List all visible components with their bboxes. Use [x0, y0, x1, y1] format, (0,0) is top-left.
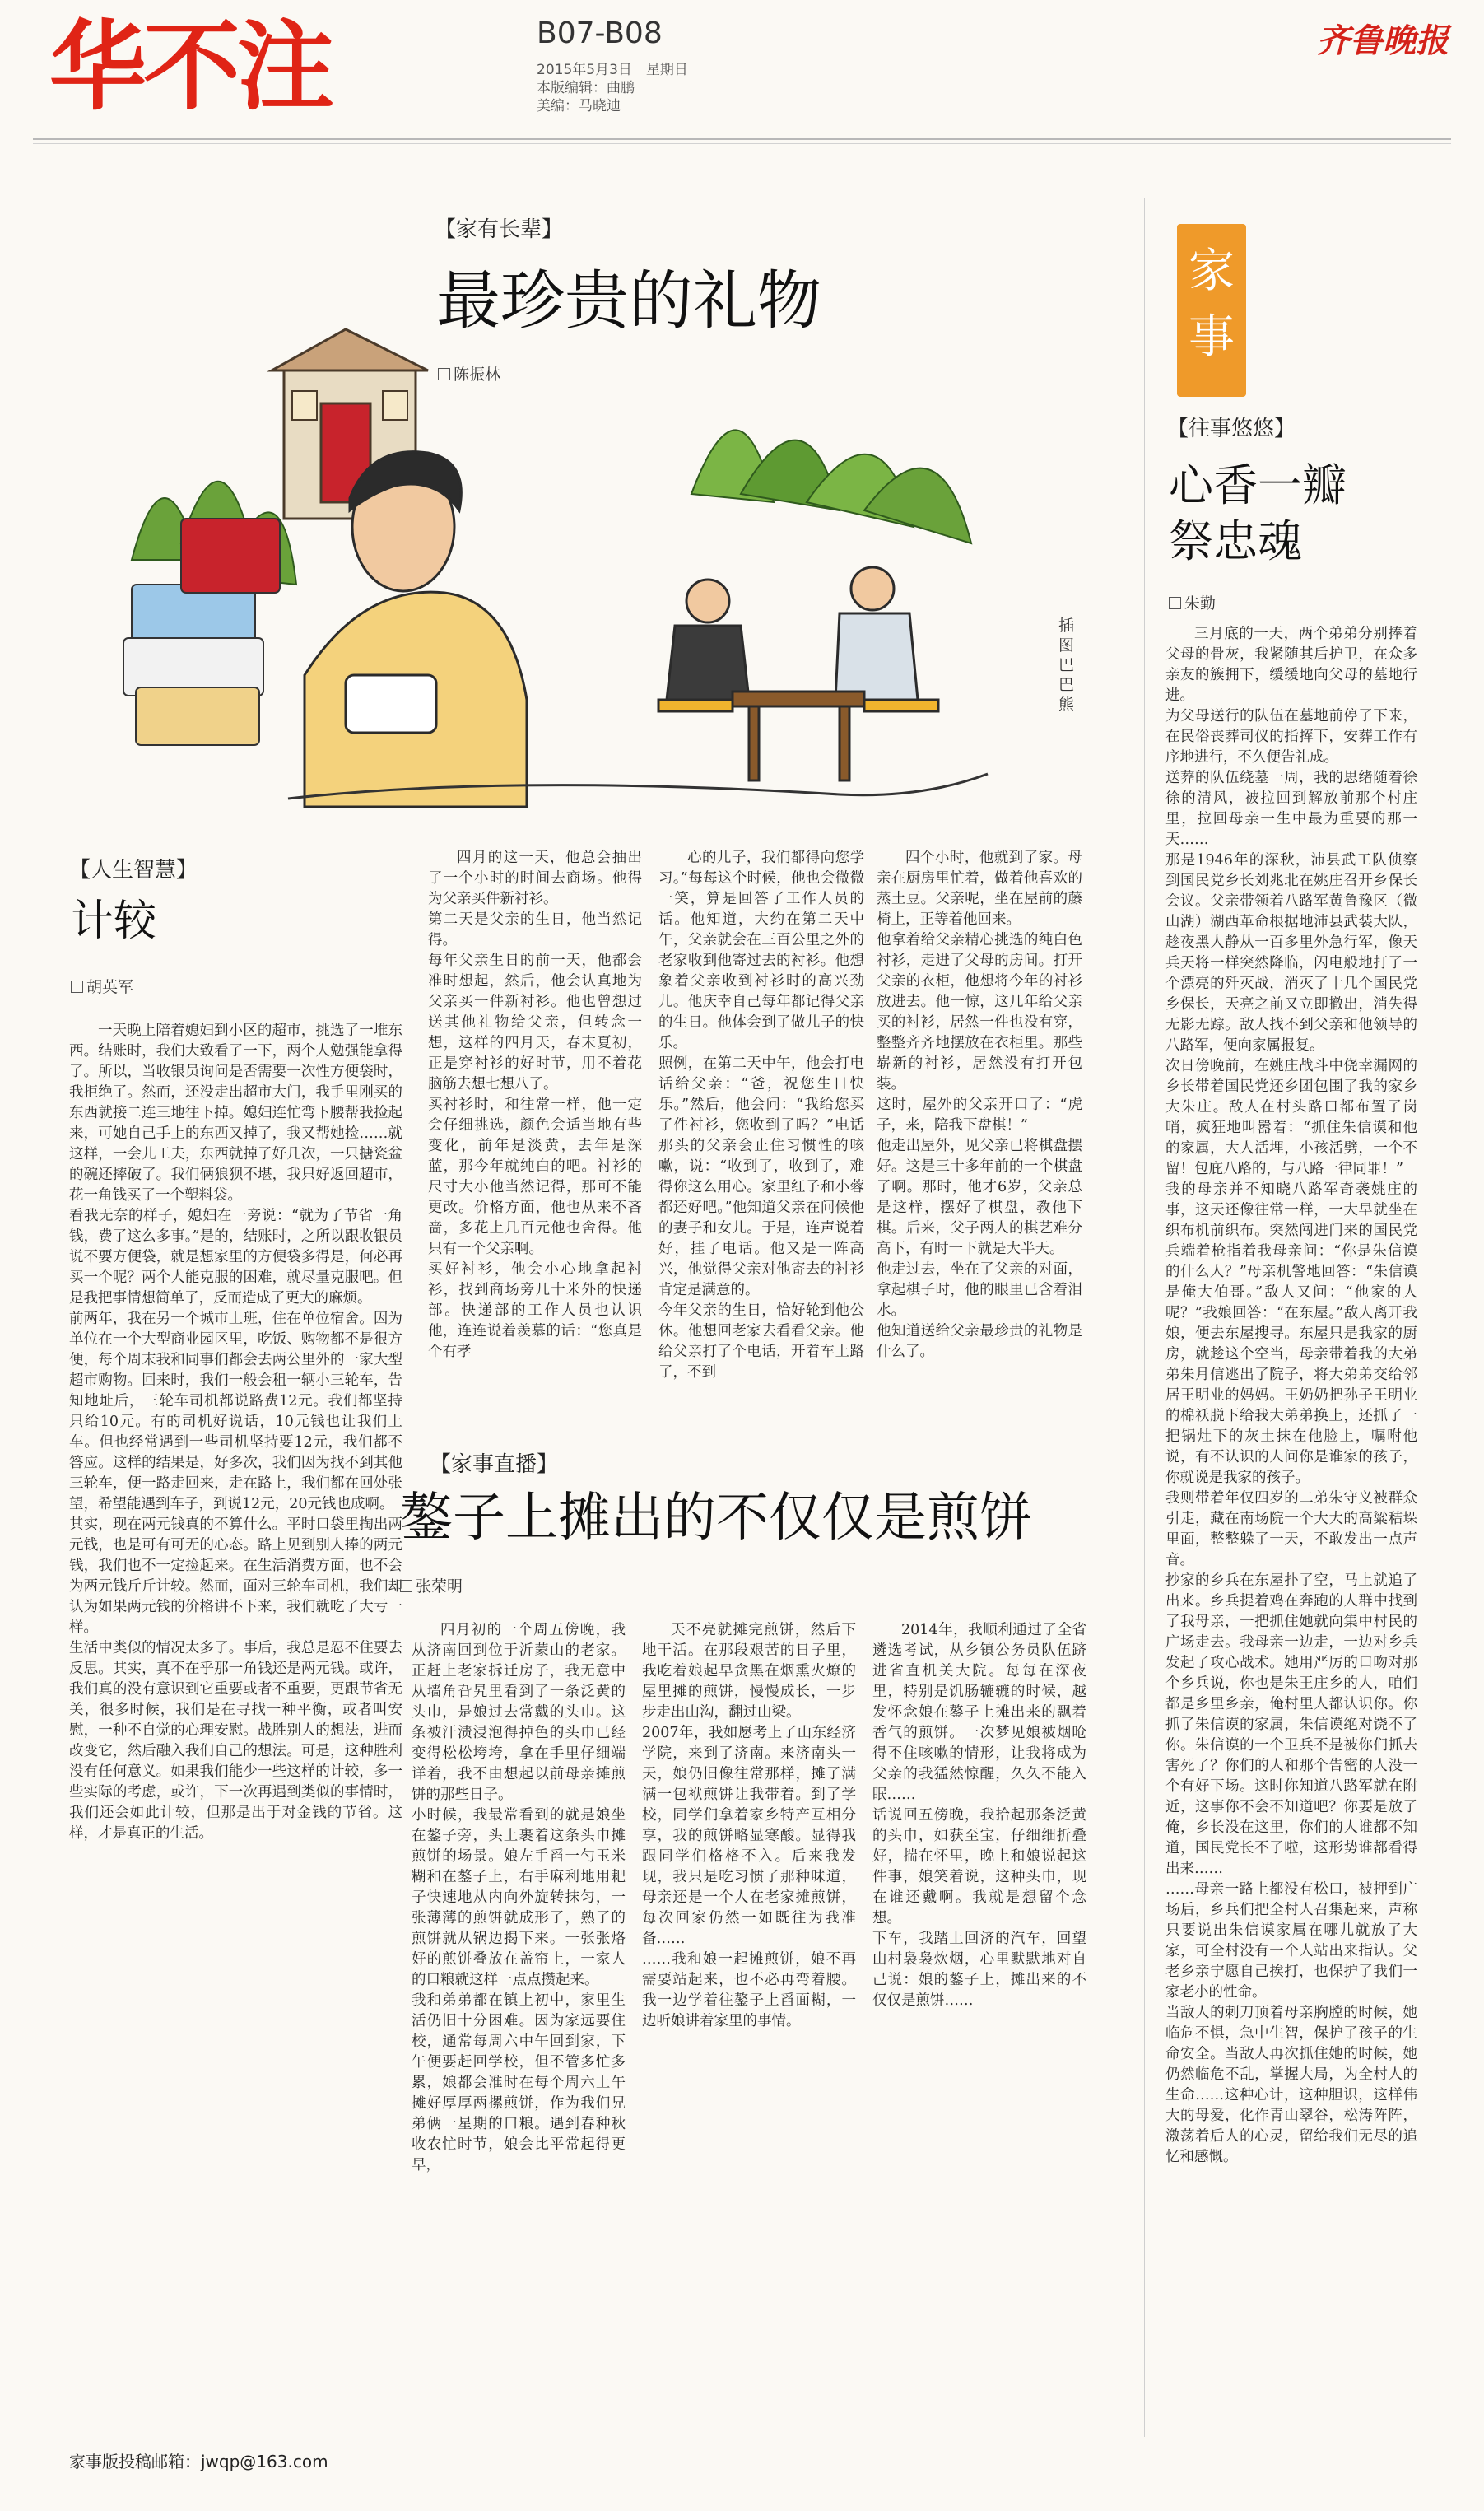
illustration-credit: 插图 巴巴熊	[1058, 617, 1075, 714]
gift-column-2	[658, 848, 864, 1383]
gift-title: 最珍贵的礼物	[436, 264, 822, 338]
submission-email: 家事版投稿邮箱：jwqp@163.com	[69, 2452, 328, 2471]
masthead-meta	[537, 61, 688, 115]
section-stamp-char-2: 事	[1189, 310, 1235, 364]
xinxiang-title	[1169, 458, 1347, 570]
jianbing-title: 鏊子上摊出的不仅仅是煎饼	[400, 1488, 1032, 1549]
section-stamp-char-1: 家	[1189, 245, 1235, 298]
jianbing-column-1	[412, 1620, 626, 2176]
date-line: 2015年5月3日 星期日	[537, 62, 688, 78]
gift-column-1-text: 四月的这一天，他总会抽出了一个小时的时间去商场。他得为父亲买件新衬衫。 第二天是父亲的生日，他当然记得。 每年父亲生日的前一天，他都会准时想起，然后，他会认真地为父亲买一件新衬衫。他也曾想过送其他礼物给父亲，但转念一想，这样的四月天，春末夏初，正是穿衬衫的好时节，用不着花脑筋去想七想八了。 买衬衫时，和往常一样，他一定会仔细挑选，颜色会适当地有些变化，前年是淡黄，去年是深蓝，那今年就纯白的吧。衬衫的尺寸大小他当然记得，那可不能更改。价格方面，他也从来不吝啬，多花上几百元他也舍得。他只有一个父亲啊。 买好衬衫，他会小心地拿起衬衫，找到商场旁几十米外的快递部。快递部的工作人员也认识他，连连说着羡慕的话：“您真是个有孝	[428, 850, 642, 1360]
jianbing-column-2	[642, 1620, 856, 2032]
xinxiang-body	[1165, 624, 1417, 2168]
xinxiang-tag: 【往事悠悠】	[1167, 417, 1296, 441]
xinxiang-title-line-2: 祭忠魂	[1169, 515, 1302, 567]
illustration	[99, 313, 1054, 840]
gift-column-3	[877, 848, 1082, 1363]
designer-line: 美编：马晓迪	[537, 98, 621, 114]
jijiao-tag: 【人生智慧】	[69, 858, 198, 883]
jianbing-byline: 张荣明	[400, 1574, 463, 1596]
jianbing-column-1-text: 四月初的一个周五傍晚，我从济南回到位于沂蒙山的老家。正赶上老家拆迁房子，我无意中从墙角旮旯里看到了一条泛黄的头巾，是娘过去常戴的头巾。这条被汗渍浸泡得掉色的头巾已经变得松松垮垮，拿在手里仔细端详着，我不由想起以前母亲摊煎饼的那些日子。 小时候，我最常看到的就是娘坐在鏊子旁，头上裹着这条头巾摊煎饼的场景。娘左手舀一勺玉米糊和在鏊子上，右手麻利地用耙子快速地从内向外旋转抹匀，一张薄薄的煎饼就成形了，熟了的煎饼就从锅边揭下来。一张张烙好的煎饼叠放在盖帘上，一家人的口粮就这样一点点攒起来。 我和弟弟都在镇上初中，家里生活仍旧十分困难。因为家远要住校，通常每周六中午回到家，下午便要赶回学校，但不管多忙多累，娘都会准时在每个周六上午摊好厚厚两摞煎饼，作为我们兄弟俩一星期的口粮。遇到春种秋收农忙时节，娘会比平常起得更早，	[412, 1622, 626, 2173]
gift-column-2-text: 心的儿子，我们都得向您学习。”每每这个时候，他也会微微一笑，算是回答了工作人员的话。他知道，大约在第二天中午，父亲就会在三百公里之外的老家收到他寄过去的衬衫。他想象着父亲收到衬衫时的高兴劲儿。他庆幸自己每年都记得父亲的生日。他体会到了做儿子的快乐。 照例，在第二天中午，他会打电话给父亲：“爸，祝您生日快乐。”然后，他会问：“我给您买了件衬衫，您收到了吗？”电话那头的父亲会止住习惯性的咳嗽，说：“收到了，收到了，难得你这么用心。家里红子和小蓉都还好吧。”他知道父亲在问候他的妻子和女儿。于是，连声说着好，挂了电话。他又是一阵高兴，他觉得父亲对他寄去的衬衫肯定是满意的。 今年父亲的生日，恰好轮到他公休。他想回老家去看看父亲。他给父亲打了个电话，开着车上路了，不到	[658, 850, 864, 1381]
xinxiang-body-text: 三月底的一天，两个弟弟分别捧着父母的骨灰，我紧随其后护卫，在众多亲友的簇拥下，缓缓地向父母的墓地行进。 为父母送行的队伍在墓地前停了下来，在民俗丧葬司仪的指挥下，安葬工作有序地进行，不久便告礼成。 送葬的队伍绕墓一周，我的思绪随着徐徐的清风，被拉回到解放前那个村庄里，拉回母亲一生中最为重要的那一天…… 那是1946年的深秋，沛县武工队侦察到国民党乡长刘兆北在姚庄召开乡保长会议。父亲带领着八路军黄鲁豫区（微山湖）湖西革命根据地沛县武装大队，趁夜黑人静从一百多里外急行军，像天兵天将一样突然降临，闪电般地打了一个漂亮的歼灭战，消灭了十几个国民党乡保长，天亮之前又立即撤出，消失得无影无踪。敌人找不到父亲和他领导的八路军，便向家属报复。 次日傍晚前，在姚庄战斗中侥幸漏网的乡长带着国民党还乡团包围了我的家乡大朱庄。敌人在村头路口都布置了岗哨，疯狂地叫嚣着：“抓住朱信谟和他的家属，大人活埋，小孩活劈，一个不留！包庇八路的，与八路一律同罪！” 我的母亲并不知晓八路军奇袭姚庄的事，这天还像往常一样，一大早就坐在织布机前织布。突然闯进门来的国民党兵端着枪指着我母亲问：“你是朱信谟的什么人？”母亲机警地回答：“朱信谟是俺大伯哥。”敌人又问：“他家的人呢？”我娘回答：“在东屋。”敌人离开我娘，便去东屋搜寻。东屋只是我家的厨房，就趁这个空当，母亲带着我的大弟弟朱月信逃出了院子，将大弟弟交给邻居王明业的妈妈。王奶奶把孙子王明业的棉袄脱下给我大弟弟换上，还抓了一把锅灶下的灰土抹在他脸上，嘱咐他说，有不认识的人问你是谁家的孩子，你就说是我家的孩子。 我则带着年仅四岁的二弟朱守义被群众引走，藏在南场院一个大大的高粱秸垛里面，整整躲了一天，不敢发出一点声音。 抄家的乡兵在东屋扑了空，马上就追了出来。乡兵提着鸡在奔跑的人群中找到了我母亲，一把抓住她就向集中村民的广场走去。我母亲一边走，一边对乡兵发起了攻心战术。她用严厉的口吻对那个乡兵说，你也是朱王庄乡的人，咱们都是乡里乡亲，俺村里人都认识你。你抓了朱信谟的家属，朱信谟绝对饶不了你。朱信谟的一个卫兵不是被你们抓去害死了？你们的人和那个告密的人没一个有好下场。这时你知道八路军就在附近，这事你不会不知道吧？你要是放了俺，乡长没在这里，你们的人谁都不知道，国民党长不了啦，这形势谁都看得出来…… ……母亲一路上都没有松口，被押到广场后，乡兵们把全村人召集起来，声称只要说出朱信谟家属在哪儿就放了大家，可全村没有一个人站出来指认。父老乡亲宁愿自己挨打，也保护了我们一家老小的性命。 当敌人的刺刀顶着母亲胸膛的时候，她临危不惧，急中生智，保护了孩子的生命安全。当敌人再次抓住她的时候，她仍然临危不乱，掌握大局，为全村人的生命……这种心计，这种胆识，这样伟大的母爱，化作青山翠谷，松涛阵阵，激荡着后人的心灵，留给我们无尽的追忆和感慨。	[1165, 626, 1417, 2165]
gift-column-1	[428, 848, 642, 1363]
jianbing-column-2-text: 天不亮就摊完煎饼，然后下地干活。在那段艰苦的日子里，我吃着娘起早贪黑在烟熏火燎的屋里摊的煎饼，慢慢成长，一步步走出山沟，翻过山梁。 2007年，我如愿考上了山东经济学院，来到了济南。来济南头一天，娘仍旧像往常那样，摊了满满一包袱煎饼让我带着。到了学校，同学们拿着家乡特产互相分享，我的煎饼略显寒酸。显得我跟同学们格格不入。后来我发现，我只是吃习惯了那种味道，母亲还是一个人在老家摊煎饼，每次回家仍然一如既往为我准备…… ……我和娘一起摊煎饼，娘不再需要站起来，也不必再弯着腰。我一边学着往鏊子上舀面糊，一边听娘讲着家里的事情。	[642, 1622, 856, 2029]
jianbing-column-3-text: 2014年，我顺利通过了全省遴选考试，从乡镇公务员队伍跻进省直机关大院。每每在深夜里，特别是饥肠辘辘的时候，越发怀念娘在鏊子上摊出来的飘着香气的煎饼。一次梦见娘被烟呛得不住咳嗽的情形，让我将成为父亲的我猛然惊醒，久久不能入眠…… 话说回五傍晚，我拾起那条泛黄的头巾，如获至宝，仔细细折叠好，揣在怀里，晚上和娘说起这件事，娘笑着说，这种头巾，现在谁还戴啊。我就是想留个念想。 下车，我踏上回济的汽车，回望山村袅袅炊烟，心里默默地对自己说：娘的鏊子上，摊出来的不仅仅是煎饼……	[872, 1622, 1086, 2009]
gift-column-3-text: 四个小时，他就到了家。母亲在厨房里忙着，做着他喜欢的蒸土豆。父亲呢，坐在屋前的藤椅上，正等着他回来。 他拿着给父亲精心挑选的纯白色衬衫，走进了父母的房间。打开父亲的衣柜，他想将今年的衬衫放进去。他一惊，这几年给父亲买的衬衫，居然一件也没有穿，整整齐齐地摆放在衣柜里。那些崭新的衬衫，居然没有打开包装。 这时，屋外的父亲开口了：“虎子，来，陪我下盘棋！” 他走出屋外，见父亲已将棋盘摆好。这是三十多年前的一个棋盘了啊。那时，他才6岁，父亲总是这样，摆好了棋盘，教他下棋。后来，父子两人的棋艺难分高下，有时一下就是大半天。 他走过去，坐在了父亲的对面，拿起棋子时，他的眼里已含着泪水。 他知道送给父亲最珍贵的礼物是什么了。	[877, 850, 1082, 1360]
sidebar-divider	[1144, 198, 1145, 2437]
jijiao-byline: 胡英军	[71, 975, 133, 997]
masthead-title: 华不注	[49, 10, 332, 123]
masthead-rule	[33, 138, 1451, 140]
page-range: B07-B08	[537, 16, 663, 50]
newspaper-logo: 齐鲁晚报	[1317, 21, 1449, 60]
illustration-chess-players	[658, 567, 938, 780]
gift-tag: 【家有长辈】	[435, 217, 564, 242]
xinxiang-byline: 朱勤	[1169, 591, 1216, 613]
jijiao-body-text: 一天晚上陪着媳妇到小区的超市，挑选了一堆东西。结账时，我们大致看了一下，两个人勉强能拿得了。所以，当收银员询问是否需要一次性方便袋时，我拒绝了。然而，还没走出超市大门，我手里刚买的东西就接二连三地往下掉。媳妇连忙弯下腰帮我捡起来，可她自己手上的东西又掉了，我又帮她捡……就这样，一会儿工夫，东西就掉了好几次，一只搪瓷盆的碗还摔破了。我们俩狼狈不堪，我只好返回超市，花一角钱买了一个塑料袋。 看我无奈的样子，媳妇在一旁说：“就为了节省一角钱，费了这么多事。”是的，结账时，之所以跟收银员说不要方便袋，就是想家里的方便袋多得是，何必再买一个呢？两个人能克服的困难，就尽量克服吧。但是我把事情想简单了，反而造成了更大的麻烦。 前两年，我在另一个城市上班，住在单位宿舍。因为单位在一个大型商业园区里，吃饭、购物都不是很方便，每个周末我和同事们都会去两公里外的一家大型超市购物。回来时，我们一般会租一辆小三轮车，告知地址后，三轮车司机都说路费12元。我们都坚持只给10元。有的司机好说话，10元钱也让我们上车。但也经常遇到一些司机坚持要12元，我们都不答应。这样的结果是，好多次，我们因为找不到其他三轮车，便一路走回来，走在路上，我们都在回处张望，希望能遇到车子，到说12元，20元钱也成啊。 其实，现在两元钱真的不算什么。平时口袋里掏出两元钱，也是可有可无的心态。路上见到别人捧的两元钱，我们也不一定捡起来。在生活消费方面，也不会为两元钱斤斤计较。然而，面对三轮车司机，我们却认为如果两元钱的价格讲不下来，我们就吃了大亏一样。 生活中类似的情况太多了。事后，我总是忍不住要去反思。其实，真不在乎那一角钱还是两元钱。或许，我们真的没有意识到它重要或者不重要，更跟节省无关，很多时候，我们是在寻找一种平衡，或者叫安慰，一种不自觉的心理安慰。战胜别人的想法，进而改变它，然后融入我们自己的想法。可是，这种胜利没有任何意义。如果我们能少一些这样的计较，多一些实际的考虑，或许，下一次再遇到类似的事情时，我们还会如此计较，但那是出于对金钱的节省。这样，才是真正的生活。	[69, 1023, 402, 1842]
editor-line: 本版编辑：曲鹏	[537, 80, 635, 96]
jijiao-title: 计较	[71, 897, 157, 946]
jianbing-tag: 【家事直播】	[430, 1452, 559, 1477]
gift-byline: 陈振林	[438, 362, 500, 384]
masthead-rule-thin	[33, 143, 1451, 144]
jijiao-body	[69, 1021, 402, 1844]
section-stamp	[1177, 224, 1246, 397]
jianbing-column-3	[872, 1620, 1086, 2011]
xinxiang-title-line-1: 心香一瓣	[1169, 459, 1347, 511]
